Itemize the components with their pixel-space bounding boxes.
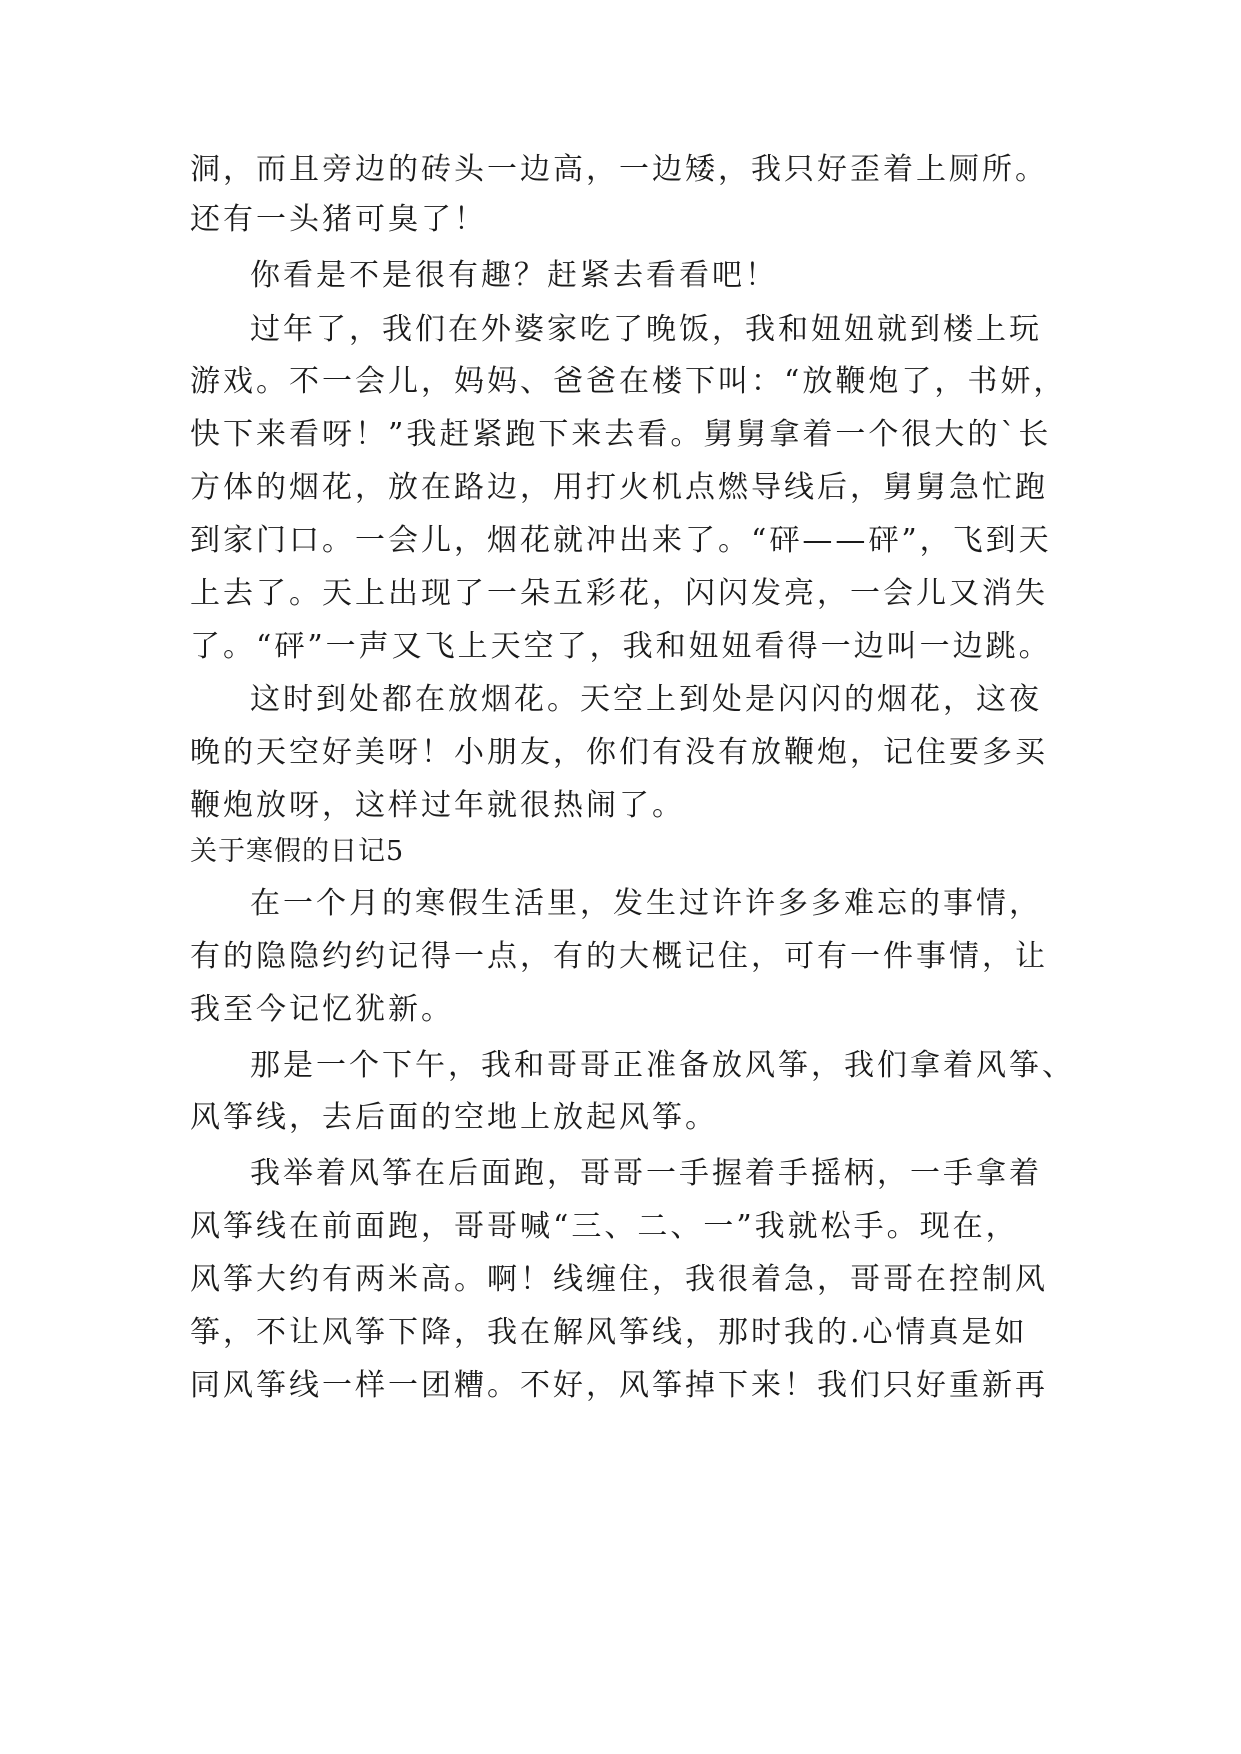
text-line: 风筝线，去后面的空地上放起风筝。	[190, 1100, 718, 1135]
text-line: 你看是不是很有趣？赶紧去看看吧！	[250, 258, 778, 293]
text-line: 晚的天空好美呀！小朋友，你们有没有放鞭炮，记住要多买	[190, 735, 1048, 770]
text-line: 过年了，我们在外婆家吃了晚饭，我和妞妞就到楼上玩	[250, 312, 1042, 347]
text-line: 这时到处都在放烟花。天空上到处是闪闪的烟花，这夜	[250, 682, 1042, 717]
text-line: 了。“砰”一声又飞上天空了，我和妞妞看得一边叫一边跳。	[190, 629, 1052, 664]
text-line: 我至今记忆犹新。	[190, 992, 454, 1027]
text-line: 同风筝线一样一团糟。不好，风筝掉下来！我们只好重新再	[190, 1368, 1048, 1403]
text-line: 快下来看呀！”我赶紧跑下来去看。舅舅拿着一个很大的`长	[190, 417, 1052, 452]
section-heading: 关于寒假的日记5	[190, 836, 405, 867]
text-line: 风筝大约有两米高。啊！线缠住，我很着急，哥哥在控制风	[190, 1262, 1048, 1297]
text-line: 还有一头猪可臭了！	[190, 202, 487, 237]
text-line: 有的隐隐约约记得一点，有的大概记住，可有一件事情，让	[190, 939, 1048, 974]
text-line: 上去了。天上出现了一朵五彩花，闪闪发亮，一会儿又消失	[190, 576, 1048, 611]
text-line: 鞭炮放呀，这样过年就很热闹了。	[190, 788, 685, 823]
text-line: 筝，不让风筝下降，我在解风筝线，那时我的.心情真是如	[190, 1315, 1028, 1350]
text-line: 到家门口。一会儿，烟花就冲出来了。“砰——砰”，飞到天	[190, 523, 1052, 558]
text-line: 在一个月的寒假生活里，发生过许许多多难忘的事情，	[250, 886, 1042, 921]
text-line: 洞，而且旁边的砖头一边高，一边矮，我只好歪着上厕所。	[190, 152, 1048, 187]
text-line: 方体的烟花，放在路边，用打火机点燃导线后，舅舅急忙跑	[190, 470, 1048, 505]
text-line: 我举着风筝在后面跑，哥哥一手握着手摇柄，一手拿着	[250, 1156, 1042, 1191]
text-line: 风筝线在前面跑，哥哥喊“三、二、一”我就松手。现在，	[190, 1209, 1019, 1244]
text-line: 游戏。不一会儿，妈妈、爸爸在楼下叫：“放鞭炮了，书妍，	[190, 364, 1067, 399]
text-line: 那是一个下午，我和哥哥正准备放风筝，我们拿着风筝、	[250, 1048, 1075, 1083]
